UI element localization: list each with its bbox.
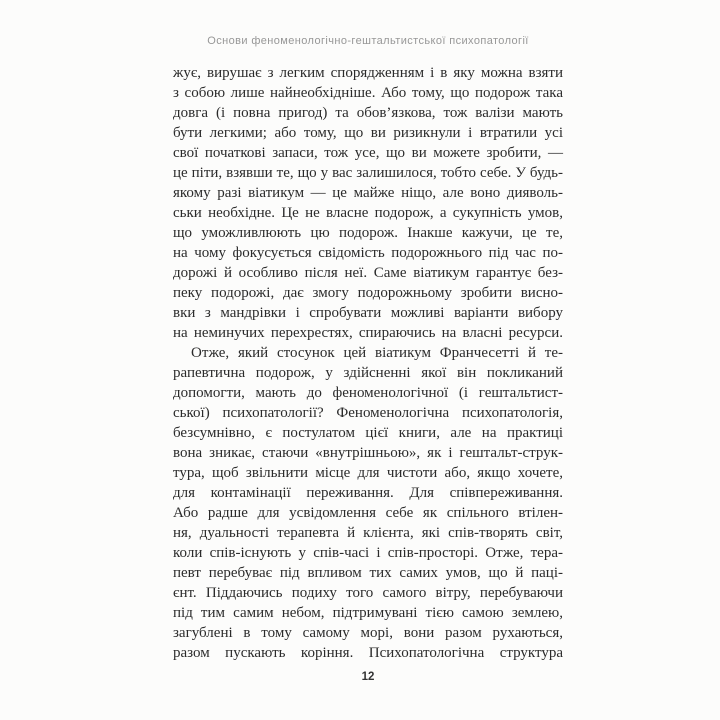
text-line: ня, дуальності терапевта й клієнта, які спів-творять світ, — [173, 525, 563, 541]
text-line: на неминучих перехрестях, спираючись на власні ресурси. — [173, 325, 563, 341]
text-line: для контамінації переживання. Для співпереживання. — [173, 485, 563, 501]
text-line: коли спів-існують у спів-часі і спів-просторі. Отже, тера- — [173, 545, 563, 561]
text-line: довга (і повна пригод) та обов’язкова, тож валізи мають — [173, 105, 563, 121]
text-line: певт перебуває під впливом тих самих умов, що й паці- — [173, 565, 563, 581]
text-line: пеку подорожі, дає змогу подорожньому зробити висно- — [173, 285, 563, 301]
text-line: на чому фокусується свідомість подорожнього під час по- — [173, 245, 563, 261]
text-line: з собою лише найнеобхідніше. Або тому, що подорож така — [173, 85, 563, 101]
text-line: вона зникає, стаючи «внутрішньою», як і гештальт-струк- — [173, 445, 563, 461]
body-text — [173, 63, 563, 663]
text-line: це піти, взявши те, що у вас залишилося, тобто себе. У будь- — [173, 165, 563, 181]
text-line: рапевтична подорож, у здійсненні якої він покликаний — [173, 365, 563, 381]
text-line: єнт. Піддаючись подиху того самого вітру, перебуваючи — [173, 585, 563, 601]
text-line: ської) психопатології? Феноменологічна психопатологія, — [173, 405, 563, 421]
text-line: ськи необхідне. Це не власне подорож, а сукупність умов, — [173, 205, 563, 221]
text-line: під тим самим небом, підтримувані тією самою землею, — [173, 605, 563, 621]
text-line: жує, вирушає з легким спорядженням і в яку можна взяти — [173, 65, 563, 81]
text-line: загублені в тому самому морі, вони разом рухаються, — [173, 625, 563, 641]
text-line: Отже, який стосунок цей віатикум Франчесетті й те- — [191, 345, 563, 361]
text-line: Або радше для усвідомлення себе як спільного втілен- — [173, 505, 563, 521]
running-header: Основи феноменологічно-гештальтистської психопатології — [207, 35, 529, 47]
text-line: допомогти, мають до феноменологічної (і гештальтист- — [173, 385, 563, 401]
text-line: бути легкими; або тому, що ви ризикнули і втратили усі — [173, 125, 563, 141]
text-line: дорожі й особливо після неї. Саме віатикум гарантує без- — [173, 265, 563, 281]
page-number: 12 — [361, 671, 375, 683]
text-line: безсумнівно, є постулатом цієї книги, але на практиці — [173, 425, 563, 441]
text-line: свої початкові запаси, тож усе, що ви можете зробити, — — [173, 145, 563, 161]
text-line: вки з мандрівки і спробувати можливі варіанти вибору — [173, 305, 563, 321]
text-line: разом пускають коріння. Психопатологічна структура — [173, 645, 563, 661]
text-line: якому разі віатикум — це майже ніщо, але воно дияволь- — [173, 185, 563, 201]
text-line: тура, щоб звільнити місце для чистоти або, якщо хочете, — [173, 465, 563, 481]
text-line: що уможливлюють цю подорож. Інакше кажучи, це те, — [173, 225, 563, 241]
